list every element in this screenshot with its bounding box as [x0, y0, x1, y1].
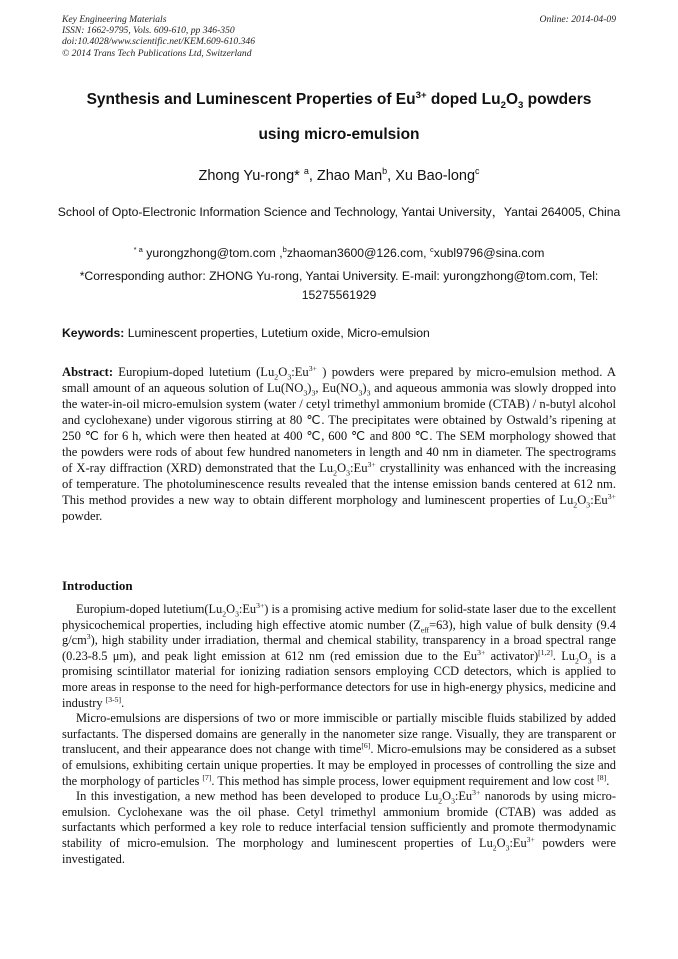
sub: 3: [303, 388, 308, 398]
sub: eff: [420, 625, 430, 635]
sub: 2: [573, 500, 578, 510]
sub: 3: [235, 609, 239, 619]
text: Europium-doped lutetium(Lu: [76, 602, 223, 616]
email-link[interactable]: zhaoman3600@126.com,: [286, 246, 430, 260]
sup: 3+: [477, 647, 486, 657]
title-sup: 3+: [415, 89, 427, 101]
abstract-text: ): [362, 381, 367, 395]
sub: 2: [574, 656, 579, 666]
email-sup: * a: [133, 244, 143, 254]
sup: 3+: [526, 834, 535, 844]
paper-title-line2: using micro-emulsion: [258, 126, 420, 143]
title-sub: 3: [518, 100, 524, 112]
text: :Eu: [238, 602, 257, 616]
section-heading-introduction: Introduction: [62, 578, 133, 593]
keywords: [62, 326, 616, 340]
text: ) is a promising active medium for solid-state laser due to the excellent physicochemical properties, including high effective atomic number (Z: [62, 602, 617, 632]
abstract-text: ): [307, 381, 312, 395]
sup: 3+: [256, 600, 265, 610]
abstract-text: crystallinity was enhanced with the increasing of temperature. The photoluminescence results revealed that the intense emission bands centered at 612 nm. This method provides a new way to obtain different morphology and luminescent properties of Lu: [62, 461, 616, 507]
sub: 3: [505, 843, 510, 853]
author-sup: c: [475, 166, 480, 177]
text: =63), high value of bulk density (9.4 g/cm: [62, 617, 616, 648]
title-text: Synthesis and Luminescent Properties of Eu: [86, 91, 416, 108]
sup: 3+: [472, 788, 481, 797]
journal-header: [62, 14, 382, 59]
email-link[interactable]: yurongzhong@tom.com ,: [142, 246, 283, 260]
online-date: Online: 2014-04-09: [539, 14, 616, 25]
author-name: , Xu Bao-long: [387, 168, 476, 184]
author-name: Zhong Yu-rong*: [198, 168, 304, 184]
sub: 3: [587, 656, 592, 666]
affiliation: School of Opto-Electronic Information Science and Technology, Yantai University，Yantai 264005, China: [57, 205, 621, 219]
citation-link[interactable]: [7]: [202, 772, 212, 782]
sub: 3: [346, 468, 351, 478]
email-sup: c: [429, 244, 434, 254]
text: .: [121, 695, 125, 710]
author-sup: b: [382, 166, 388, 177]
keywords-label: Keywords:: [62, 326, 125, 340]
text: .: [606, 773, 610, 788]
abstract-label: Abstract:: [62, 365, 114, 379]
sup: 3+: [607, 491, 616, 501]
citation-link[interactable]: [6]: [361, 741, 371, 751]
text: . This method has simple process, lower equipment requirement and low cost: [211, 773, 598, 788]
text: . Micro-emulsions may be considered as a subset of emulsions, exhibiting certain unique properties. It may be employed in processes of controlling the size and the morphology of particles: [62, 742, 616, 788]
sup: 3+: [367, 459, 376, 469]
email-link[interactable]: xubl9796@sina.com: [433, 246, 545, 260]
abstract-text: O: [337, 461, 347, 475]
title-text: O: [505, 91, 519, 108]
email-sup: b: [282, 244, 287, 254]
abstract-text: and aqueous ammonia was slowly dropped into the water-in-oil micro-emulsion system (water / cetyl trimethyl ammonium bromide (CTAB) / n-butyl alcohol and cyclohexane) under vigorous stirring at 80 ℃. The precipitates were obtained by Ostwald’s ripening at 250 ℃ for 6 h, which were then heated at 400 ℃, 600 ℃ and 800 ℃. The SEM morphology showed that the powders were rods of about few hundred nanometers in length and 40 nm in diameter. The spectrograms of X-ray diffraction (XRD) demonstrated that the Lu: [62, 381, 616, 475]
email-line: [55, 244, 623, 263]
sub: 3: [287, 372, 292, 382]
sub: 3: [358, 388, 363, 398]
text: ), high stability under irradiation, thermal and chemical stability, transparency in a broad spectral range (0.23-8.5 μm), and peak light emission at 612 nm (red emission due to the Eu: [62, 633, 616, 663]
author-list: [20, 168, 658, 184]
sub: 3: [366, 388, 371, 398]
journal-name: Key Engineering Materials: [62, 14, 167, 25]
corresponding-author: *Corresponding author: ZHONG Yu-rong, Yantai University. E-mail: yurongzhong@tom.com, Tel: 15275561929: [79, 269, 599, 302]
sub: 2: [274, 372, 279, 382]
text: :Eu: [454, 789, 473, 804]
text: O: [442, 789, 452, 804]
abstract-text: :Eu: [590, 493, 608, 507]
abstract-text: , Eu(NO: [315, 381, 359, 395]
text: O: [226, 602, 236, 616]
sub: 3: [586, 500, 591, 510]
text: . Lu: [552, 648, 575, 663]
sup: 3: [86, 632, 91, 642]
doi-line: doi:10.4028/www.scientific.net/KEM.609-610.346: [62, 36, 256, 48]
intro-paragraph-1: [62, 602, 616, 711]
text: powders were investigated.: [62, 835, 616, 866]
text: Micro-emulsions are dispersions of two or more immiscible or partially miscible fluids stabilized by added surfactants. The dispersed domains are generally in the nanometer size range. Visually, they are transparent or translucent, and their appearance does not change with time: [62, 711, 616, 757]
sub: 3: [311, 388, 316, 398]
text: nanorods by using micro-emulsion. Cyclohexane was the oil phase. Cetyl trimethyl ammonium bromide (CTAB) was added as surfactants which performed a key role to reduce interfacial tension sufficiently and promote thermodynamic stability of micro-emulsion. The morphology and luminescent properties of Lu: [62, 789, 616, 850]
title-text: powders: [523, 91, 592, 108]
intro-paragraph-2: [62, 711, 616, 789]
abstract-text: powder.: [62, 509, 103, 523]
abstract-text: Europium-doped lutetium (Lu: [113, 365, 275, 379]
text: O: [578, 648, 588, 663]
title-text: doped Lu: [426, 91, 501, 108]
paper-title: [20, 90, 658, 110]
introduction-body: [62, 602, 616, 867]
abstract: [62, 364, 616, 524]
sub: 2: [492, 843, 497, 853]
abstract-text: ) powders were prepared by micro-emulsion method. A small amount of an aqueous solution of Lu(NO: [62, 365, 616, 395]
sup: 3+: [308, 363, 318, 373]
author-name: , Zhao Man: [308, 168, 383, 184]
citation-link[interactable]: [8]: [597, 772, 607, 782]
author-sup: a: [303, 166, 309, 177]
title-sub: 2: [500, 100, 506, 112]
sub: 2: [222, 609, 227, 619]
sub: 2: [333, 468, 338, 478]
issn-line: ISSN: 1662-9795, Vols. 609-610, pp 346-350: [62, 25, 235, 37]
sub: 2: [438, 796, 443, 806]
text: O: [496, 835, 506, 850]
sub: 3: [451, 796, 455, 806]
text: activator): [485, 648, 539, 663]
keywords-text: Luminescent properties, Lutetium oxide, Micro-emulsion: [124, 326, 430, 340]
citation-link[interactable]: [1,2]: [538, 647, 553, 657]
text: is a promising scintillator material for ionizing radiation sensors employing CCD detectors, which is applied to more areas in response to the need for high-performance detectors for use in high-energy physics, medicine and industry: [62, 648, 616, 710]
text: :Eu: [509, 835, 527, 850]
intro-paragraph-3: [62, 789, 616, 867]
abstract-text: O: [278, 365, 288, 379]
abstract-text: :Eu: [350, 461, 368, 475]
citation-link[interactable]: [3-5]: [105, 694, 122, 704]
text: In this investigation, a new method has been developed to produce Lu: [76, 789, 439, 804]
abstract-text: :Eu: [291, 365, 309, 379]
abstract-text: O: [577, 493, 587, 507]
copyright-line: © 2014 Trans Tech Publications Ltd, Switzerland: [62, 47, 252, 59]
